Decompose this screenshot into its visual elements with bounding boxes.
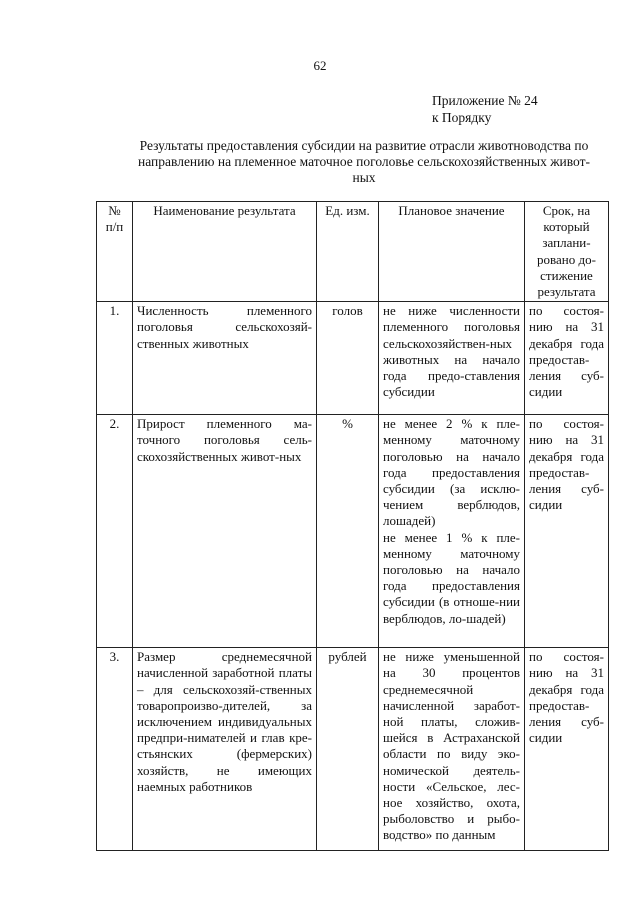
row-number: 3. — [97, 648, 133, 851]
appendix-line-2: к Порядку — [432, 110, 492, 125]
row-unit: % — [317, 415, 379, 648]
table-header-row — [97, 202, 609, 302]
page-number: 62 — [313, 58, 327, 73]
table-row — [97, 302, 609, 415]
document-title: Результаты предоставления субсидии на развитие отрасли животноводства по направлению на племенное маточное поголовье сельскохозяйственных живот- ных — [138, 138, 590, 185]
row-unit: голов — [317, 302, 379, 415]
row-result-name: Размер среднемесячной начисленной заработной платы – для сельскохозяй-ственных товаропроизво-дителей, за исключением индивидуальных предпри-нимателей и глав кре-стьянских (фермерских) хозяйств, не имеющих наемных работников — [133, 648, 317, 851]
appendix-reference — [432, 92, 538, 126]
row-result-name: Численность племенного поголовья сельскохозяй-ственных животных — [133, 302, 317, 415]
row-deadline: по состоя-нию на 31 декабря года предостав-ления суб-сидии — [525, 302, 609, 415]
row-planned-value: не менее 2 % к пле-менному маточному поголовью на начало года предоставления субсидии (за исклю-чением верблюдов, лошадей) не менее 1 % к пле-менному маточному поголовью на начало года предоставления субсидии (в отноше-нии верблюдов, ло-шадей) — [379, 415, 525, 648]
header-unit: Ед. изм. — [317, 202, 379, 302]
row-planned-value: не ниже численности племенного поголовья сельскохозяйствен-ных животных на начало года предо-ставления субсидии — [379, 302, 525, 415]
row-number: 1. — [97, 302, 133, 415]
table-row — [97, 648, 609, 851]
row-number: 2. — [97, 415, 133, 648]
header-planned-value: Плановое значение — [379, 202, 525, 302]
results-table — [96, 201, 609, 851]
appendix-line-1: Приложение № 24 — [432, 93, 538, 108]
header-number: № п/п — [97, 202, 133, 302]
header-result-name: Наименование результата — [133, 202, 317, 302]
row-result-name: Прирост племенного ма-точного поголовья сель-скохозяйственных живот-ных — [133, 415, 317, 648]
row-deadline: по состоя-нию на 31 декабря года предостав-ления суб-сидии — [525, 415, 609, 648]
row-planned-value: не ниже уменьшенной на 30 процентов среднемесячной начисленной заработ-ной платы, сложив-шейся в Астраханской области по виду эко-номической деятель-ности «Сельское, лес-ное хозяйство, охота, рыболовство и рыбо-водство» по данным — [379, 648, 525, 851]
row-unit: рублей — [317, 648, 379, 851]
header-deadline: Срок, на который заплани- ровано до- стижение результата — [525, 202, 609, 302]
table-row — [97, 415, 609, 648]
row-deadline: по состоя-нию на 31 декабря года предостав-ления суб-сидии — [525, 648, 609, 851]
